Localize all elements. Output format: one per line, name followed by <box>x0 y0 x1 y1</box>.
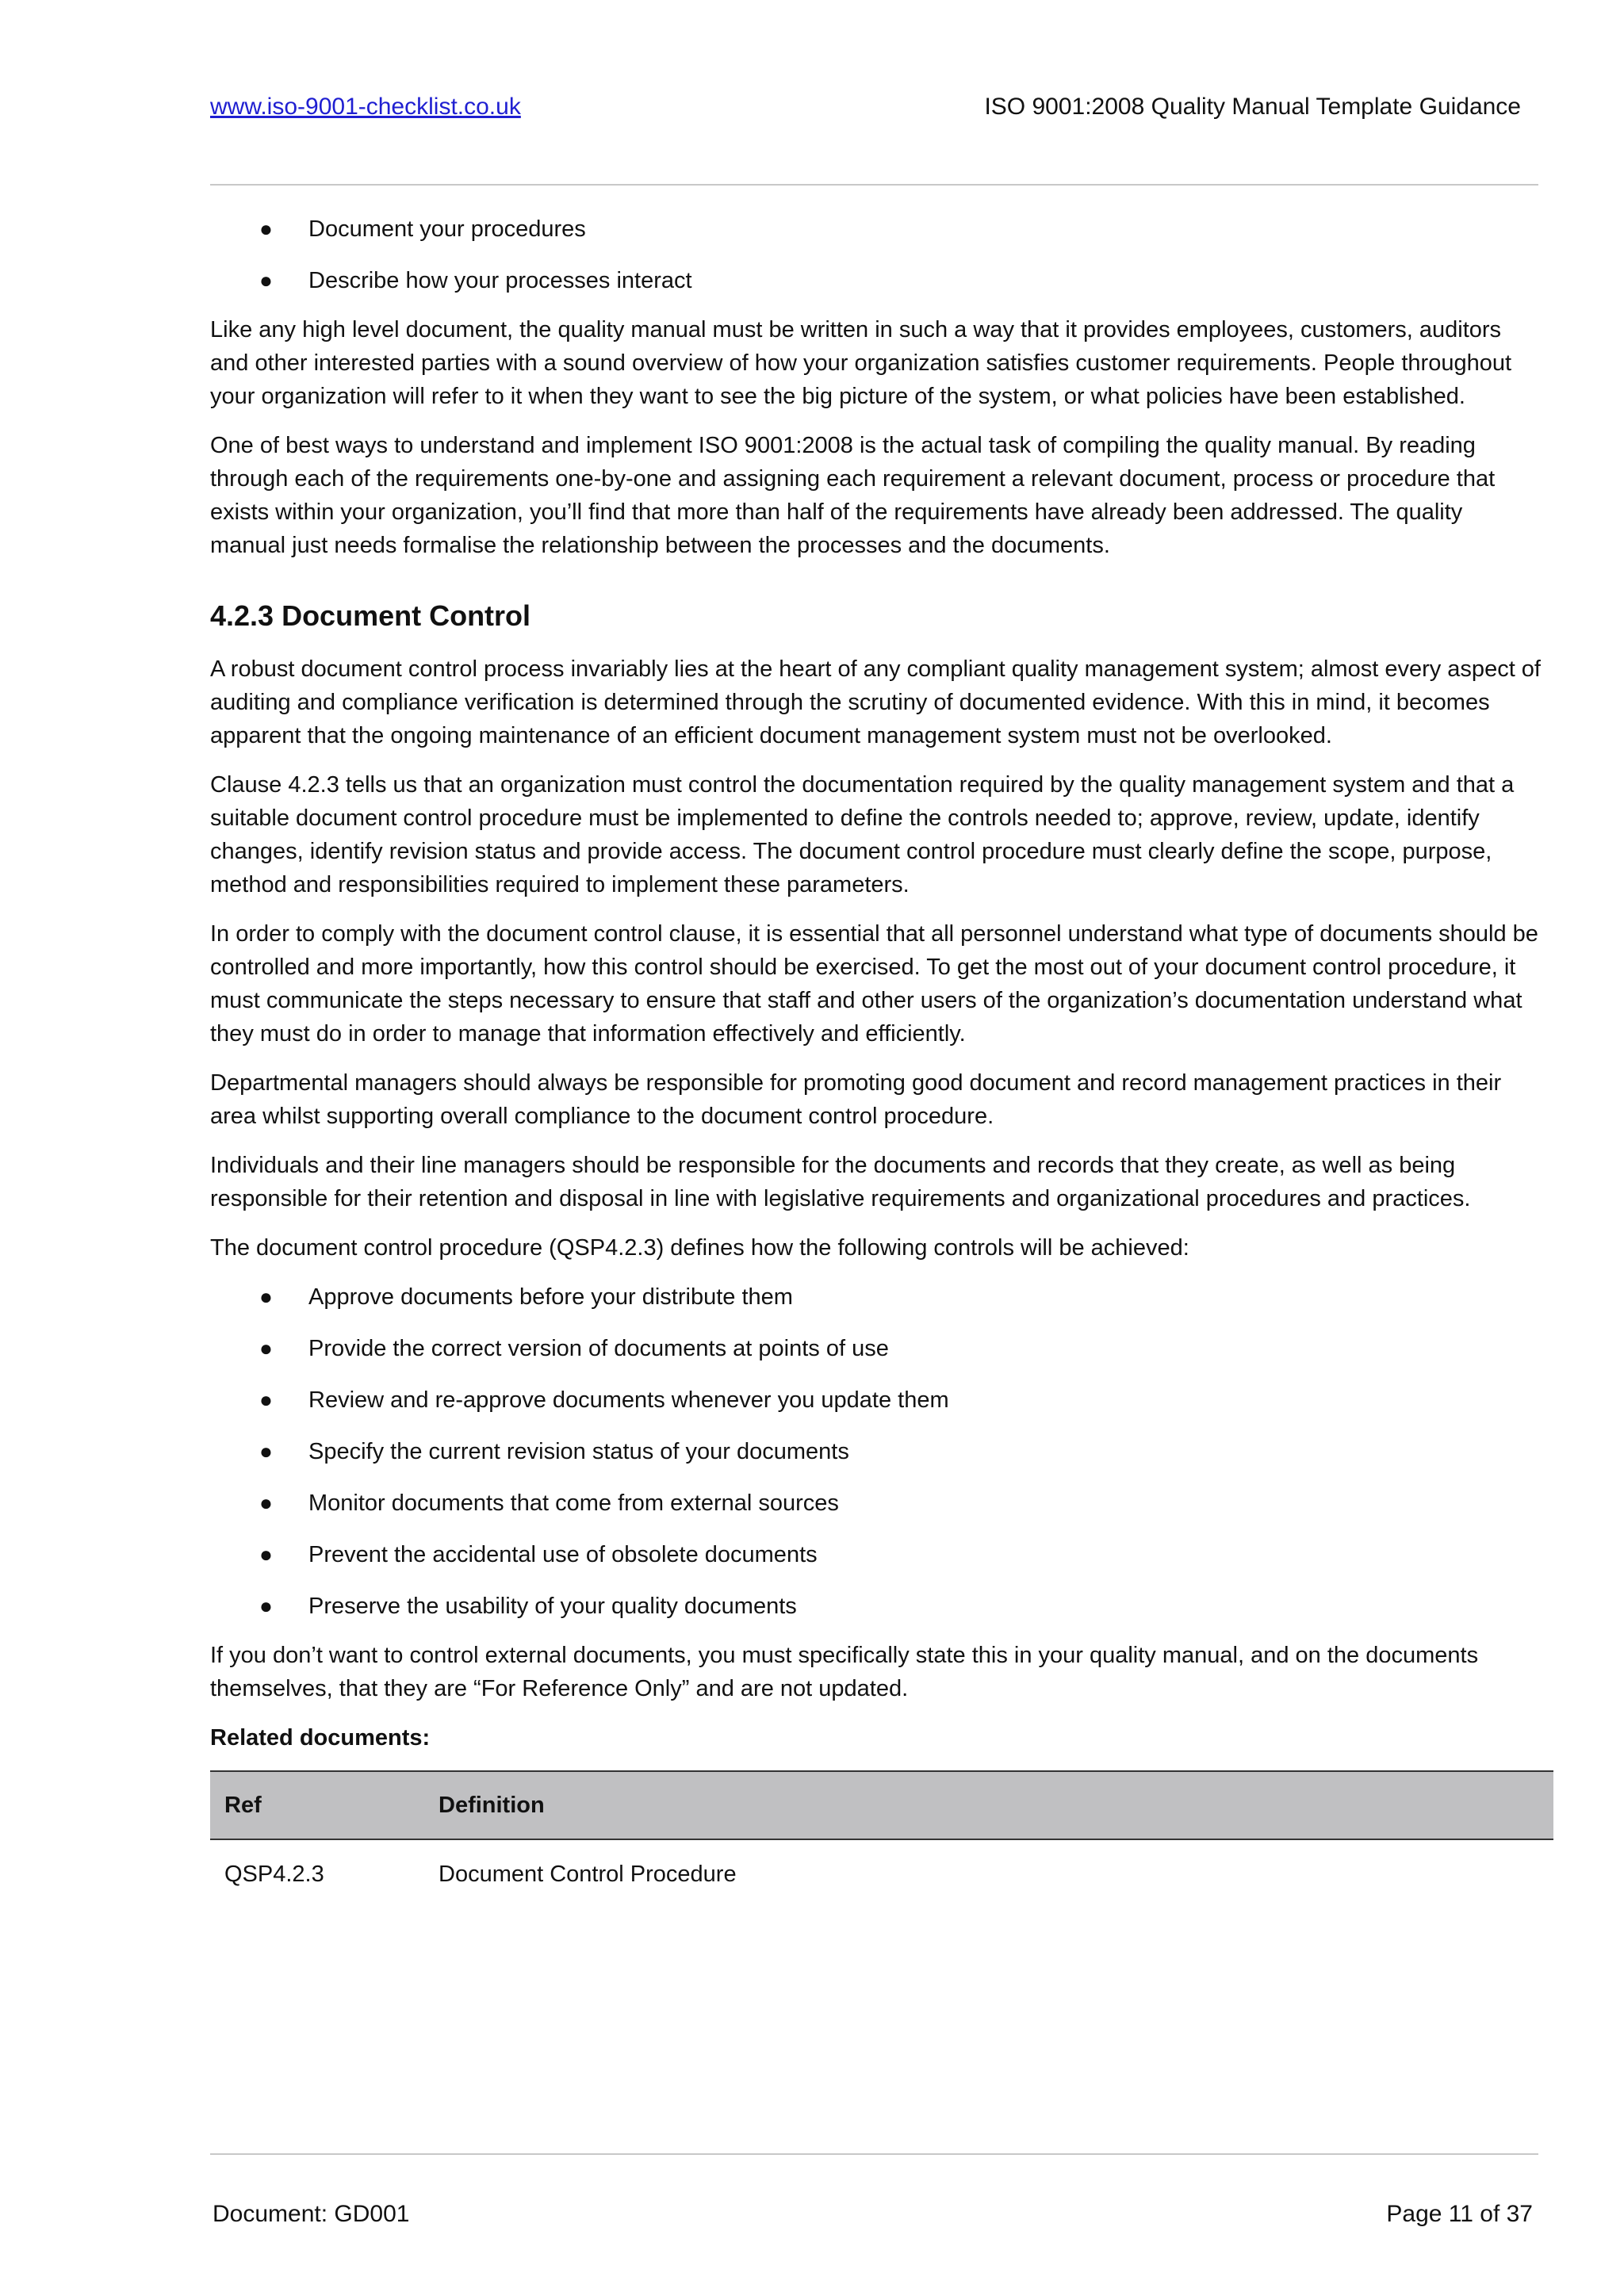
bullet-icon: ● <box>259 1284 273 1309</box>
list-item: ● Prevent the accidental use of obsolete documents <box>210 1538 1542 1571</box>
footer-page-number: Page 11 of 37 <box>1386 2201 1533 2227</box>
table-cell-definition: Document Control Procedure <box>439 1861 737 1887</box>
section-paragraph-6: The document control procedure (QSP4.2.3) defines how the following controls will be achieved: <box>210 1235 1189 1261</box>
closing-paragraph: If you don’t want to control external documents, you must specifically state this in your quality manual, and on the documents themselves, that they are “For Reference Only” and are not updated. <box>210 1643 1479 1701</box>
bullet-icon: ● <box>259 1542 273 1567</box>
list-item: ● Preserve the usability of your quality documents <box>210 1590 1542 1623</box>
column-header-definition: Definition <box>424 1771 1553 1839</box>
intro-paragraph-1: Like any high level document, the quality manual must be written in such a way that it provides employees, customers, auditors and other interested parties with a sound overview of how your organization satisfies customer requirements. People throughout your organization will refer to it when they want to see the big picture of the system, or what policies have been established. <box>210 317 1512 409</box>
controls-bullet-list <box>210 1280 1542 1623</box>
footer-divider <box>210 2153 1538 2155</box>
bullet-icon: ● <box>259 1387 273 1412</box>
column-header-ref: Ref <box>210 1771 424 1839</box>
bullet-icon: ● <box>259 1490 273 1515</box>
page-content <box>210 212 1542 1908</box>
list-item: ● Document your procedures <box>210 212 1542 246</box>
list-item: ● Review and re-approve documents whenever you update them <box>210 1383 1542 1417</box>
intro-paragraph-2: One of best ways to understand and implement ISO 9001:2008 is the actual task of compiling the quality manual. By reading through each of the requirements one-by-one and assigning each requirement a relevant document, process or procedure that exists within your organization, you’ll find that more than half of the requirements have already been addressed. The quality manual just needs formalise the relationship between the processes and the documents. <box>210 433 1496 558</box>
section-heading: 4.2.3 Document Control <box>210 599 531 632</box>
bullet-icon: ● <box>259 1336 273 1360</box>
footer-document-id: Document: GD001 <box>213 2201 410 2227</box>
list-item: ● Specify the current revision status of your documents <box>210 1435 1542 1468</box>
bullet-icon: ● <box>259 1594 273 1618</box>
header-website-link[interactable]: www.iso-9001-checklist.co.uk <box>210 94 521 120</box>
related-documents-label: Related documents: <box>210 1725 431 1751</box>
bullet-icon: ● <box>259 268 273 293</box>
table-row <box>210 1839 1553 1908</box>
section-paragraph-4: Departmental managers should always be responsible for promoting good document and record management practices in their area whilst supporting overall compliance to the document control procedure. <box>210 1070 1502 1129</box>
table-header-row <box>210 1771 1553 1839</box>
list-item: ● Approve documents before your distribute them <box>210 1280 1542 1314</box>
list-item: ● Monitor documents that come from external sources <box>210 1487 1542 1520</box>
section-paragraph-5: Individuals and their line managers should be responsible for the documents and records that they create, as well as being responsible for their retention and disposal in line with legislative requirements and organizational procedures and practices. <box>210 1153 1471 1211</box>
section-paragraph-2: Clause 4.2.3 tells us that an organization must control the documentation required by the quality management system and that a suitable document control procedure must be implemented to define the controls needed to; approve, review, update, identify changes, identify revision status and provide access. The document control procedure must clearly define the scope, purpose, method and responsibilities required to implement these parameters. <box>210 772 1515 897</box>
section-paragraph-3: In order to comply with the document control clause, it is essential that all personnel understand what type of documents should be controlled and more importantly, how this control should be exercised. To get the most out of your document control procedure, it must communicate the steps necessary to ensure that staff and other users of the organization’s documentation understand what they must do in order to manage that information effectively and efficiently. <box>210 921 1538 1047</box>
header-document-title: ISO 9001:2008 Quality Manual Template Guidance <box>984 94 1521 120</box>
section-paragraph-1: A robust document control process invariably lies at the heart of any compliant quality management system; almost every aspect of auditing and compliance verification is determined through the scrutiny of documented evidence. With this in mind, it becomes apparent that the ongoing maintenance of an efficient document management system must not be overlooked. <box>210 656 1541 748</box>
list-item: ● Describe how your processes interact <box>210 264 1542 297</box>
related-documents-table <box>210 1770 1553 1908</box>
table-cell-ref: QSP4.2.3 <box>224 1861 324 1887</box>
header-divider <box>210 184 1538 186</box>
bullet-icon: ● <box>259 1439 273 1464</box>
intro-bullet-list <box>210 212 1542 297</box>
bullet-icon: ● <box>259 216 273 241</box>
list-item: ● Provide the correct version of documents at points of use <box>210 1332 1542 1365</box>
